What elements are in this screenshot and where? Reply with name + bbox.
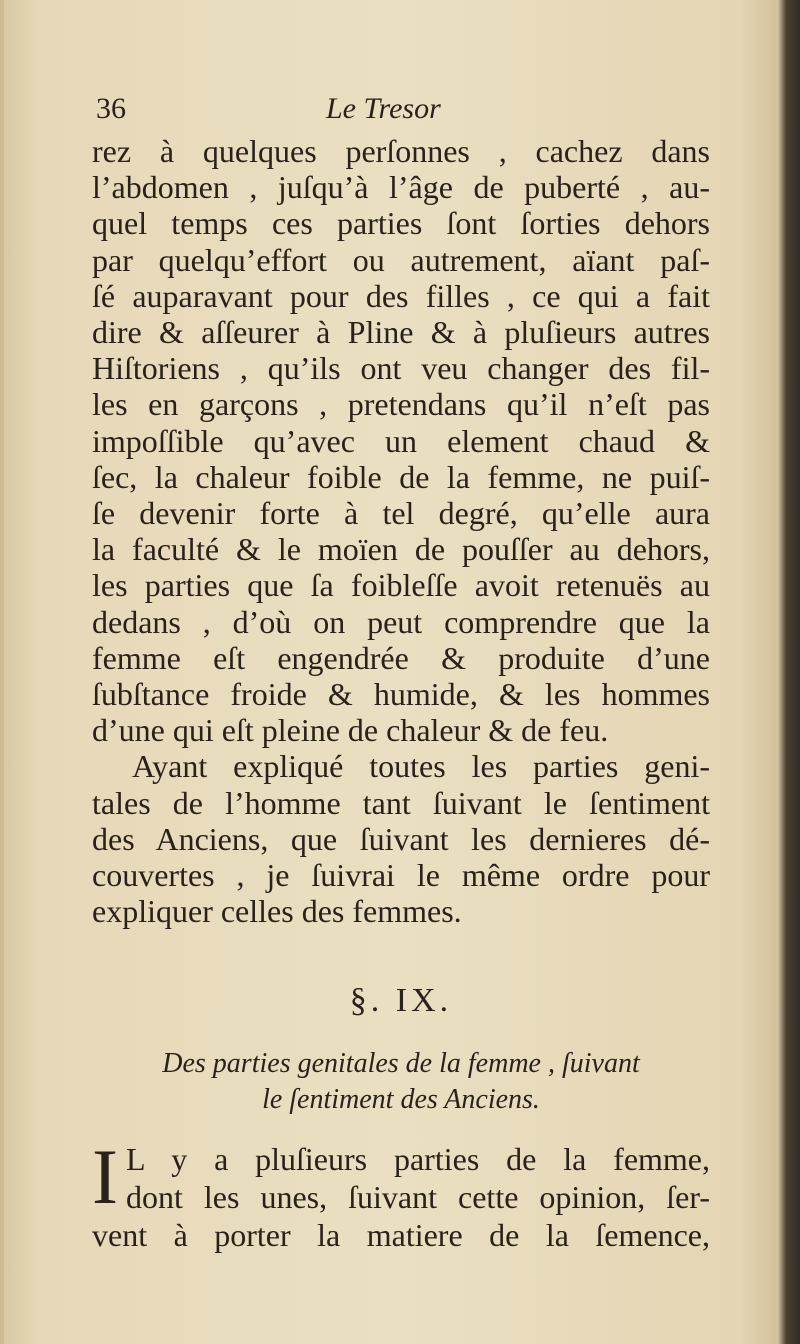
paragraph-line: des Anciens, que ſuivant les dernieres dé- (92, 820, 710, 857)
paragraph-line: expliquer celles des femmes. (92, 893, 462, 930)
text-line: dedans , d’où on peut comprendre que la (92, 603, 710, 640)
body-text (92, 133, 710, 929)
text-line: ſe devenir forte à tel degré, qu’elle aura (92, 495, 710, 532)
text-line: par quelqu’effort ou autrement, aïant paſ- (92, 241, 710, 278)
text-line: ſec, la chaleur foible de la femme, ne puiſ- (92, 458, 710, 495)
drop-cap: I (92, 1133, 118, 1220)
opening-paragraph (92, 1133, 710, 1254)
running-title: Le Tresor (326, 92, 441, 125)
section-heading: §. IX. (349, 982, 453, 1019)
page-number: 36 (96, 92, 126, 125)
section-subtitle (92, 1046, 710, 1118)
text-line: les parties que ſa foibleſſe avoit retenuës au (92, 567, 710, 604)
text-line: quel temps ces parties ſont ſorties dehors (92, 205, 710, 242)
text-line: l’abdomen , juſqu’à l’âge de puberté , au- (92, 169, 710, 206)
text-line: rez à quelques perſonnes , cachez dans (92, 133, 710, 169)
text-line: femme eſt engendrée & produite d’une (92, 639, 710, 676)
opening-line: vent à porter la matiere de la ſemence, (92, 1217, 710, 1253)
opening-line: dont les unes, ſuivant cette opinion, ſer- (125, 1179, 710, 1215)
text-line: Hiſtoriens , qu’ils ont veu changer des fil- (92, 350, 710, 387)
text-line: dire & aſſeurer à Pline & à pluſieurs autres (92, 314, 710, 351)
paragraph-line: couvertes , je ſuivrai le même ordre pour (92, 857, 710, 894)
subtitle-line: Des parties genitales de la femme , ſuivant (162, 1048, 640, 1079)
page-edge (0, 0, 4, 1344)
opening-line: L y a pluſieurs parties de la femme, (125, 1141, 710, 1177)
text-line: d’une qui eſt pleine de chaleur & de feu. (92, 712, 609, 749)
subtitle-line: le ſentiment des Anciens. (262, 1084, 540, 1115)
paragraph-line: Ayant expliqué toutes les parties geni- (132, 748, 710, 785)
text-line: impoſſible qu’avec un element chaud & (92, 422, 710, 459)
text-line: les en garçons , pretendans qu’il n’eſt pas (92, 386, 710, 423)
text-line: ſubſtance froide & humide, & les hommes (92, 676, 710, 713)
paragraph-line: tales de l’homme tant ſuivant le ſentiment (92, 784, 710, 821)
text-line: la faculté & le moïen de pouſſer au dehors, (92, 531, 710, 568)
text-line: ſé auparavant pour des filles , ce qui a fait (92, 277, 710, 314)
running-head (96, 92, 706, 132)
